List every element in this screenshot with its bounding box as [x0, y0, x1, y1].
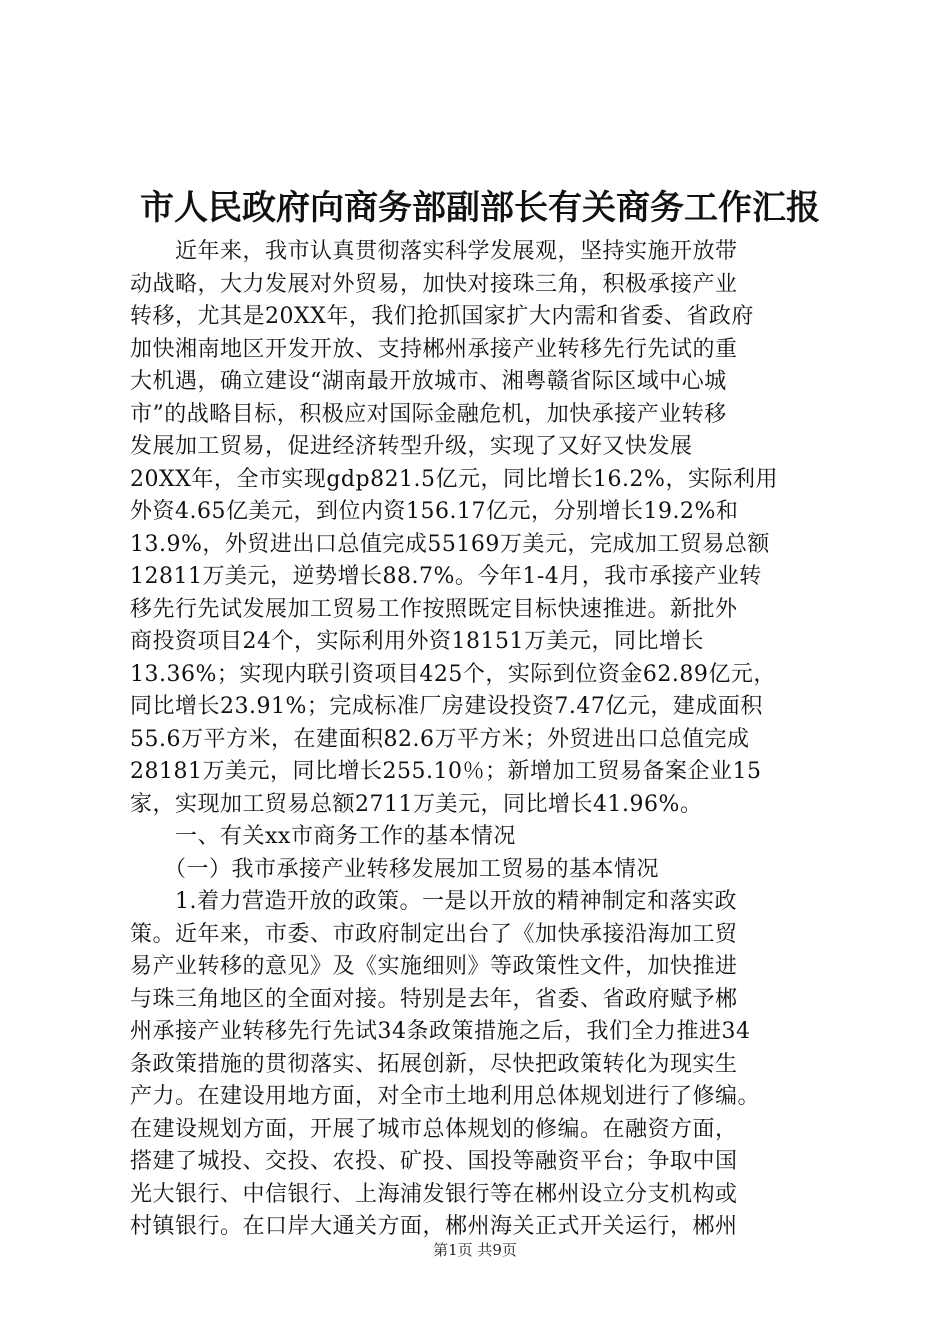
page-footer: 第1页 共9页 [433, 1241, 517, 1259]
body-line: 20XX年，全市实现gdp821.5亿元，同比增长16.2%，实际利用 [130, 466, 778, 492]
body-line: 1.着力营造开放的政策。一是以开放的精神制定和落实政 [130, 889, 737, 914]
document-title: 市人民政府向商务部副部长有关商务工作汇报 [140, 188, 820, 228]
body-line: 12811万美元，逆势增长88.7%。今年1-4月，我市承接产业转 [130, 564, 762, 589]
body-line: 55.6万平方米，在建面积82.6万平方米；外贸进出口总值完成 [130, 726, 750, 752]
body-line: 商投资项目24个，实际利用外资18151万美元，同比增长 [130, 629, 704, 654]
body-line: 28181万美元，同比增长255.10％；新增加工贸易备案企业15 [130, 759, 762, 784]
body-line: 加快湘南地区开发开放、支持郴州承接产业转移先行先试的重 [130, 336, 738, 362]
body-line: 一、有关xx市商务工作的基本情况 [130, 824, 516, 849]
body-line: 条政策措施的贯彻落实、拓展创新，尽快把政策转化为现实生 [130, 1051, 738, 1077]
body-line: 市”的战略目标，积极应对国际金融危机，加快承接产业转移 [130, 401, 727, 427]
document-body [130, 236, 845, 1244]
body-line: 同比增长23.91%；完成标准厂房建设投资7.47亿元，建成面积 [130, 694, 763, 719]
body-line: 在建设规划方面，开展了城市总体规划的修编。在融资方面， [130, 1116, 738, 1142]
body-line: （一）我市承接产业转移发展加工贸易的基本情况 [130, 856, 660, 882]
body-line: 州承接产业转移先行先试34条政策措施之后，我们全力推进34 [130, 1019, 751, 1044]
body-line: 产力。在建设用地方面，对全市土地利用总体规划进行了修编。 [130, 1084, 761, 1109]
body-line: 易产业转移的意见》及《实施细则》等政策性文件，加快推进 [130, 954, 738, 979]
body-line: 家，实现加工贸易总额2711万美元，同比增长41.96%。 [130, 791, 703, 817]
body-line: 近年来，我市认真贯彻落实科学发展观，坚持实施开放带 [130, 239, 738, 264]
body-line: 外资4.65亿美元，到位内资156.17亿元，分别增长19.2%和 [130, 499, 739, 524]
body-line: 搭建了城投、交投、农投、矿投、国投等融资平台；争取中国 [130, 1149, 738, 1174]
body-line: 与珠三角地区的全面对接。特别是去年，省委、省政府赋予郴 [130, 986, 738, 1012]
body-line: 策。近年来，市委、市政府制定出台了《加快承接沿海加工贸 [130, 921, 738, 947]
body-line: 13.36%；实现内联引资项目425个，实际到位资金62.89亿元， [130, 661, 776, 687]
body-line: 移先行先试发展加工贸易工作按照既定目标快速推进。新批外 [130, 596, 738, 622]
body-line: 发展加工贸易，促进经济转型升级，实现了又好又快发展 [130, 434, 693, 459]
body-line: 大机遇，确立建设“湖南最开放城市、湘粤赣省际区域中心城 [130, 369, 727, 394]
body-line: 村镇银行。在口岸大通关方面，郴州海关正式开关运行，郴州 [130, 1214, 738, 1239]
body-line: 13.9%，外贸进出口总值完成55169万美元，完成加工贸易总额 [130, 531, 770, 557]
body-line: 动战略，大力发展对外贸易，加快对接珠三角，积极承接产业 [130, 271, 738, 297]
body-line: 转移，尤其是20XX年，我们抢抓国家扩大内需和省委、省政府 [130, 304, 754, 329]
body-line: 光大银行、中信银行、上海浦发银行等在郴州设立分支机构或 [130, 1181, 738, 1207]
